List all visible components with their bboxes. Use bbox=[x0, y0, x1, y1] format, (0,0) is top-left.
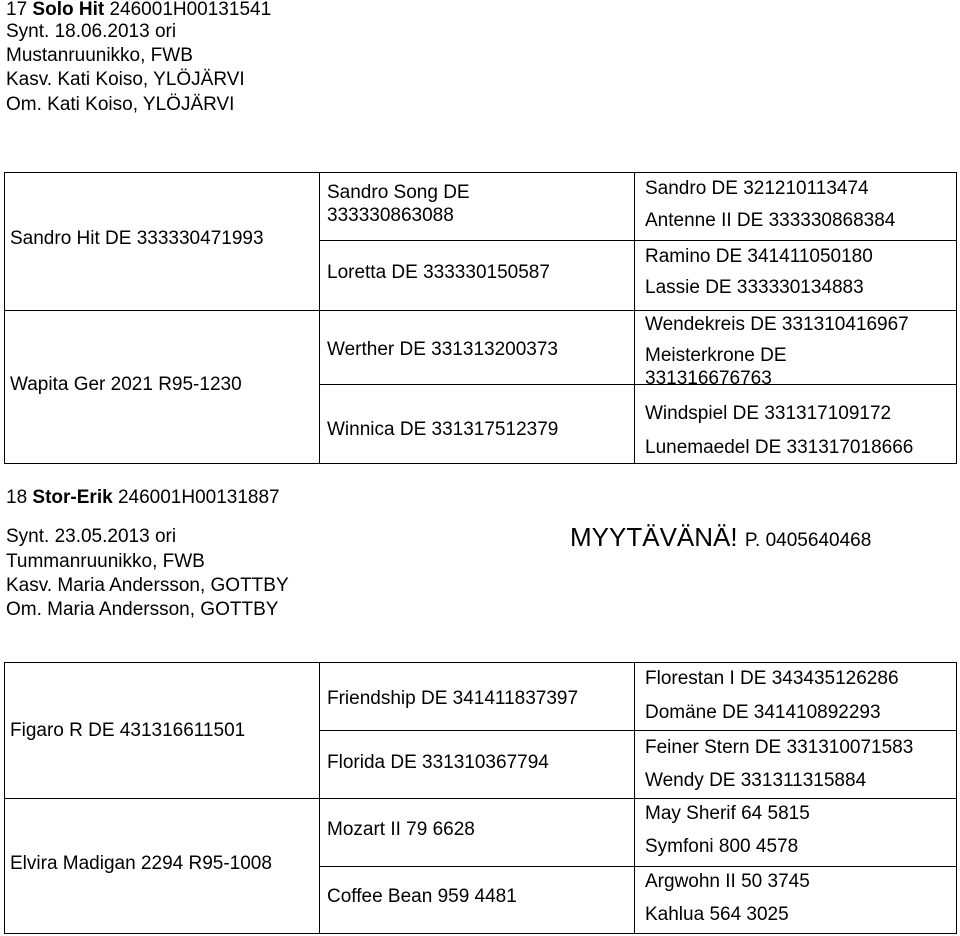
horse2-number: 18 bbox=[6, 487, 28, 508]
horse1-dam-dam: Winnica DE 331317512379 bbox=[327, 419, 559, 440]
horse2-ggp-7: Argwohn II 50 3745 bbox=[645, 871, 810, 892]
horse2-sire: Figaro R DE 431316611501 bbox=[10, 720, 246, 741]
horse1-ggp-1: Sandro DE 321210113474 bbox=[645, 178, 869, 199]
horse1-title-line bbox=[6, 0, 271, 21]
horse2-reg: 246001H00131887 bbox=[117, 487, 280, 508]
horse2-dam-sire: Mozart II 79 6628 bbox=[327, 819, 475, 840]
horse2-sire-sire: Friendship DE 341411837397 bbox=[327, 688, 579, 709]
horse2-ggp-1: Florestan I DE 343435126286 bbox=[645, 668, 899, 689]
horse2-owner: Om. Maria Andersson, GOTTBY bbox=[6, 599, 279, 620]
horse2-ggp-4: Wendy DE 331311315884 bbox=[645, 770, 867, 791]
horse2-born: Synt. 23.05.2013 ori bbox=[6, 526, 177, 547]
horse1-col-divider-2 bbox=[634, 172, 635, 464]
horse1-ggp-4: Lassie DE 333330134883 bbox=[645, 277, 864, 298]
horse1-dam-sire: Werther DE 331313200373 bbox=[327, 339, 558, 360]
horse1-color: Mustanruunikko, FWB bbox=[6, 45, 193, 66]
horse1-row-divider-q1 bbox=[319, 240, 957, 241]
horse2-dam: Elvira Madigan 2294 R95-1008 bbox=[10, 853, 272, 874]
horse1-dam: Wapita Ger 2021 R95-1230 bbox=[10, 374, 242, 395]
horse2-row-divider-q3 bbox=[319, 866, 957, 867]
horse2-name: Stor-Erik bbox=[32, 487, 113, 508]
horse1-born: Synt. 18.06.2013 ori bbox=[6, 21, 177, 42]
horse1-breeder: Kasv. Kati Koiso, YLÖJÄRVI bbox=[6, 69, 245, 90]
horse2-color: Tummanruunikko, FWB bbox=[6, 551, 205, 572]
horse2-ggp-8: Kahlua 564 3025 bbox=[645, 904, 789, 925]
horse2-row-divider-half bbox=[4, 798, 957, 799]
horse2-ggp-5: May Sherif 64 5815 bbox=[645, 803, 810, 824]
horse2-title-line bbox=[6, 487, 280, 509]
horse2-phone: P. 0405640468 bbox=[744, 530, 872, 551]
horse1-sire-dam: Loretta DE 333330150587 bbox=[327, 262, 550, 283]
horse2-ggp-2: Domäne DE 341410892293 bbox=[645, 702, 881, 723]
horse2-breeder: Kasv. Maria Andersson, GOTTBY bbox=[6, 575, 289, 596]
horse1-ggp-2: Antenne II DE 333330868384 bbox=[645, 210, 896, 231]
horse1-col-divider-1 bbox=[319, 172, 320, 464]
horse1-ggp-7: Windspiel DE 331317109172 bbox=[645, 403, 892, 424]
horse1-row-divider-half bbox=[4, 310, 957, 311]
horse1-ggp-6: Meisterkrone DE 331316676763 bbox=[645, 345, 787, 389]
horse1-number: 17 bbox=[6, 0, 28, 20]
horse2-sale-notice bbox=[570, 522, 871, 556]
horse1-reg: 246001H00131541 bbox=[109, 0, 272, 20]
horse1-owner: Om. Kati Koiso, YLÖJÄRVI bbox=[6, 94, 235, 115]
horse2-ggp-3: Feiner Stern DE 331310071583 bbox=[645, 737, 914, 758]
horse2-sale-label: MYYTÄVÄNÄ! bbox=[570, 522, 738, 552]
horse1-sire: Sandro Hit DE 333330471993 bbox=[10, 228, 264, 249]
horse2-sire-dam: Florida DE 331310367794 bbox=[327, 752, 549, 773]
horse1-ggp-3: Ramino DE 341411050180 bbox=[645, 246, 873, 267]
horse1-row-divider-q3 bbox=[319, 384, 957, 385]
horse1-name: Solo Hit bbox=[32, 0, 105, 20]
horse1-sire-sire: Sandro Song DE 333330863088 bbox=[327, 182, 470, 226]
horse1-ggp-8: Lunemaedel DE 331317018666 bbox=[645, 437, 914, 458]
horse2-dam-dam: Coffee Bean 959 4481 bbox=[327, 886, 517, 907]
horse2-row-divider-q1 bbox=[319, 730, 957, 731]
horse1-ggp-5: Wendekreis DE 331310416967 bbox=[645, 314, 909, 335]
horse2-ggp-6: Symfoni 800 4578 bbox=[645, 836, 799, 857]
